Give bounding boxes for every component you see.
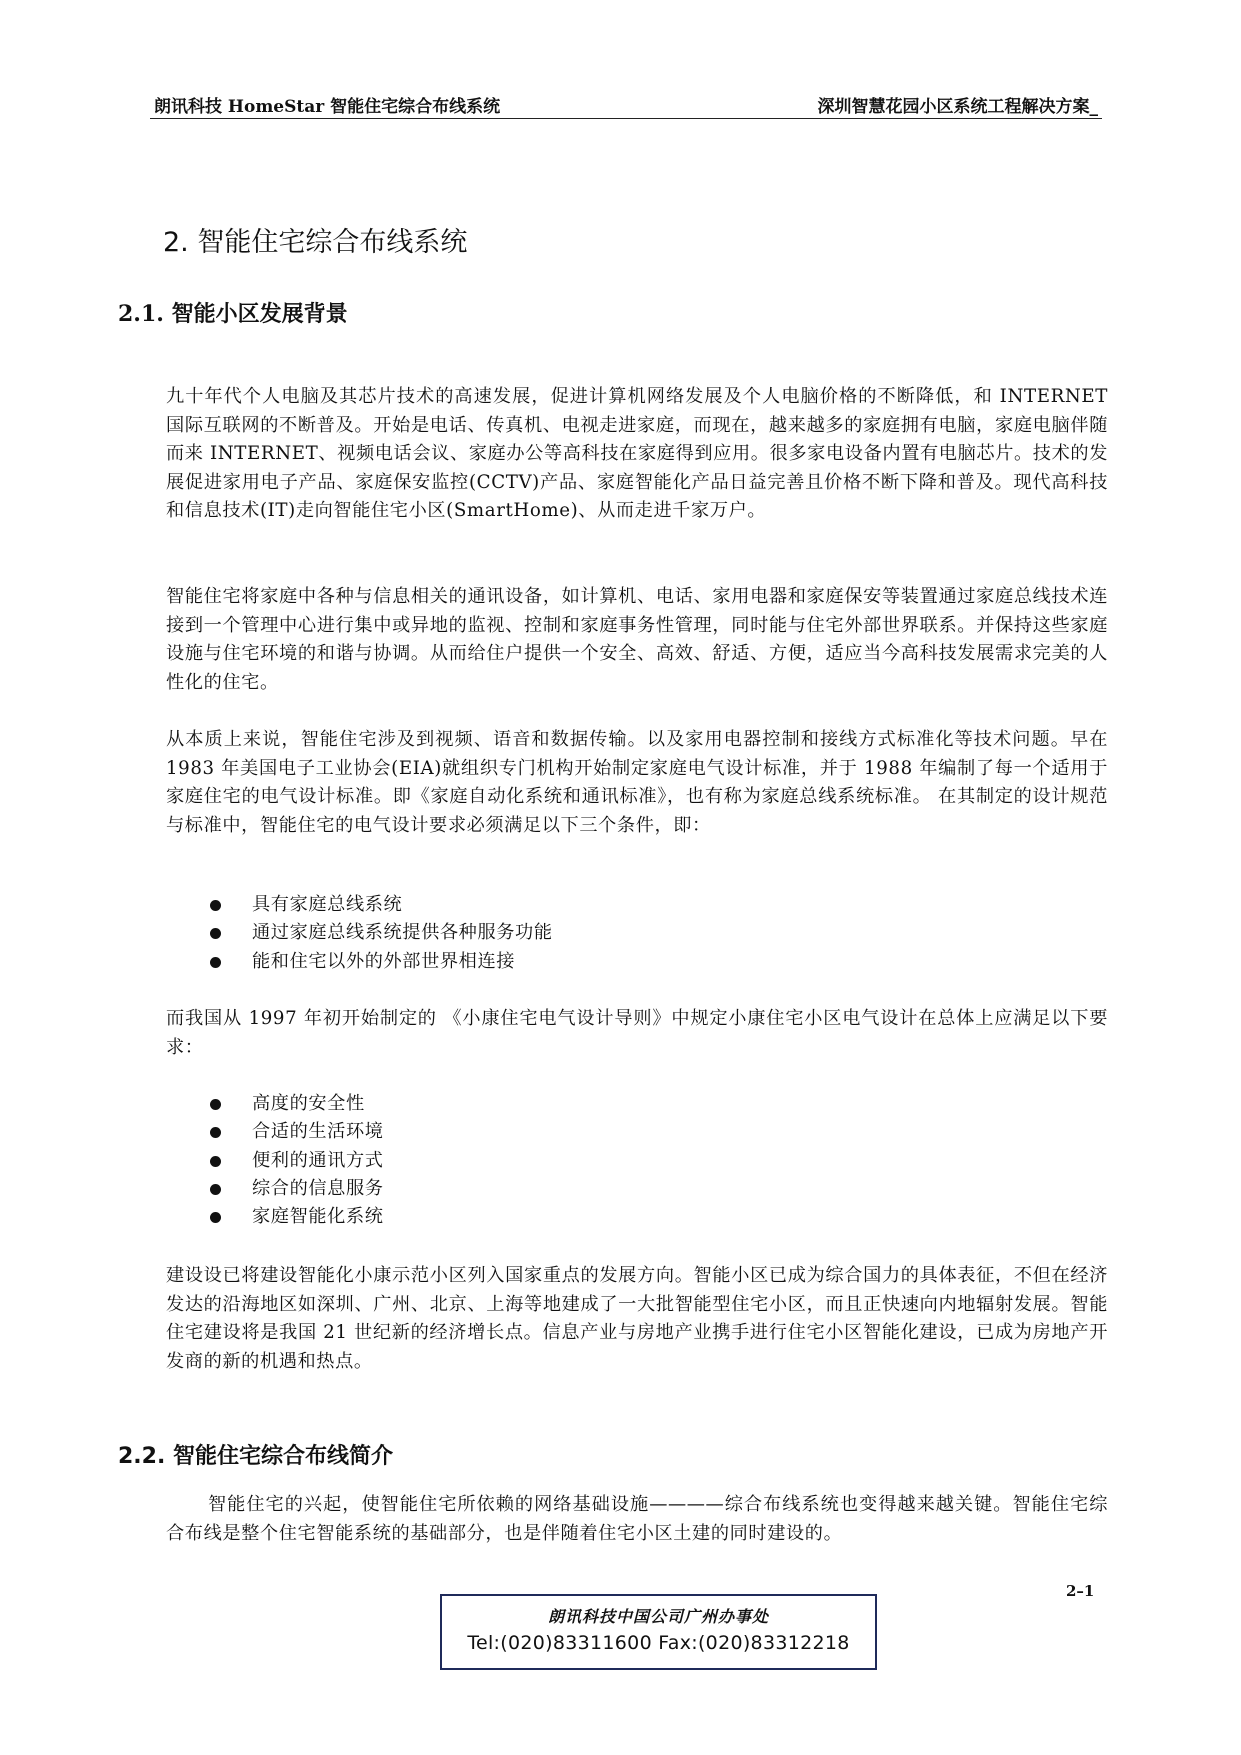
paragraph: 从本质上来说，智能住宅涉及到视频、语音和数据传输。以及家用电器控制和接线方式标准化等技术问题。早在 1983 年美国电子工业协会(EIA)就组织专门机构开始制定家庭电气设计标准，并于 1988 年编制了每一个适用于家庭住宅的电气设计标准。即《家庭自动化系统和通讯标准》，也有称为家庭总线系统标准。 在其制定的设计规范与标准中，智能住宅的电气设计要求必须满足以下三个条件，即：	[166, 729, 1108, 836]
header-right-title: 深圳智慧花园小区系统工程解决方案_	[817, 97, 1098, 117]
list-item-text: 通过家庭总线系统提供各种服务功能	[252, 922, 553, 944]
list-item	[210, 1203, 384, 1231]
bullet-icon	[210, 1127, 221, 1138]
bullet-list-bus-conditions	[210, 891, 553, 976]
paragraph: 而我国从 1997 年初开始制定的 《小康住宅电气设计导则》中规定小康住宅小区电气设计在总体上应满足以下要求：	[166, 1008, 1108, 1058]
paragraph: 智能住宅的兴起，使智能住宅所依赖的网络基础设施————综合布线系统也变得越来越关键。智能住宅综合布线是整个住宅智能系统的基础部分，也是伴随着住宅小区土建的同时建设的。	[166, 1494, 1108, 1544]
footer-phone-fax: Tel:(020)83311600 Fax:(020)83312218	[467, 1632, 850, 1654]
section-title-2-2: 2.2. 智能住宅综合布线简介	[118, 1444, 393, 1469]
list-item	[210, 1090, 384, 1118]
paragraph: 智能住宅将家庭中各种与信息相关的通讯设备，如计算机、电话、家用电器和家庭保安等装置通过家庭总线技术连接到一个管理中心进行集中或异地的监视、控制和家庭事务性管理，同时能与住宅外部世界联系。并保持这些家庭设施与住宅环境的和谐与协调。从而给住户提供一个安全、高效、舒适、方便，适应当今高科技发展需求完美的人性化的住宅。	[166, 586, 1108, 693]
footer-office-name: 朗讯科技中国公司广州办事处	[547, 1607, 769, 1626]
list-item	[210, 1147, 384, 1175]
list-item	[210, 919, 553, 947]
bullet-icon	[210, 1099, 221, 1110]
paragraph: 建设设已将建设智能化小康示范小区列入国家重点的发展方向。智能小区已成为综合国力的具体表征，不但在经济发达的沿海地区如深圳、广州、北京、上海等地建成了一大批智能型住宅小区，而且正快速向内地辐射发展。智能住宅建设将是我国 21 世纪新的经济增长点。信息产业与房地产业携手进行住宅小区智能化建设，已成为房地产开发商的新的机遇和热点。	[166, 1265, 1108, 1372]
list-item	[210, 1175, 384, 1203]
header-left-title: 朗讯科技 HomeStar 智能住宅综合布线系统	[154, 97, 501, 117]
bullet-icon	[210, 1156, 221, 1167]
list-item-text: 家庭智能化系统	[252, 1206, 384, 1228]
list-item	[210, 1118, 384, 1146]
list-item-text: 具有家庭总线系统	[252, 894, 403, 915]
list-item-text: 便利的通讯方式	[252, 1149, 384, 1171]
page-number: 2–1	[1066, 1582, 1095, 1600]
bullet-list-requirements	[210, 1090, 384, 1231]
page-header	[150, 88, 1102, 119]
paragraph: 九十年代个人电脑及其芯片技术的高速发展，促进计算机网络发展及个人电脑价格的不断降低，和 INTERNET 国际互联网的不断普及。开始是电话、传真机、电视走进家庭，而现在，越来越多的家庭拥有电脑，家庭电脑伴随而来 INTERNET、视频电话会议、家庭办公等高科技在家庭得到应用。很多家电设备内置有电脑芯片。技术的发展促进家用电子产品、家庭保安监控(CCTV)产品、家庭智能化产品日益完善且价格不断下降和普及。现代高科技和信息技术(IT)走向智能住宅小区(SmartHome)、从而走进千家万户。	[166, 386, 1108, 521]
list-item-text: 能和住宅以外的外部世界相连接	[252, 950, 516, 972]
section-title-2-1: 2.1. 智能小区发展背景	[118, 301, 348, 327]
list-item-text: 合适的生活环境	[252, 1121, 384, 1143]
list-item	[210, 891, 553, 919]
list-item	[210, 948, 553, 976]
chapter-title: 2. 智能住宅综合布线系统	[163, 227, 468, 258]
footer-contact-box	[440, 1594, 877, 1670]
bullet-icon	[210, 928, 221, 939]
bullet-icon	[210, 1212, 221, 1223]
bullet-icon	[210, 1184, 221, 1195]
list-item-text: 综合的信息服务	[252, 1177, 384, 1199]
list-item-text: 高度的安全性	[252, 1093, 365, 1114]
bullet-icon	[210, 900, 221, 911]
bullet-icon	[210, 957, 221, 968]
